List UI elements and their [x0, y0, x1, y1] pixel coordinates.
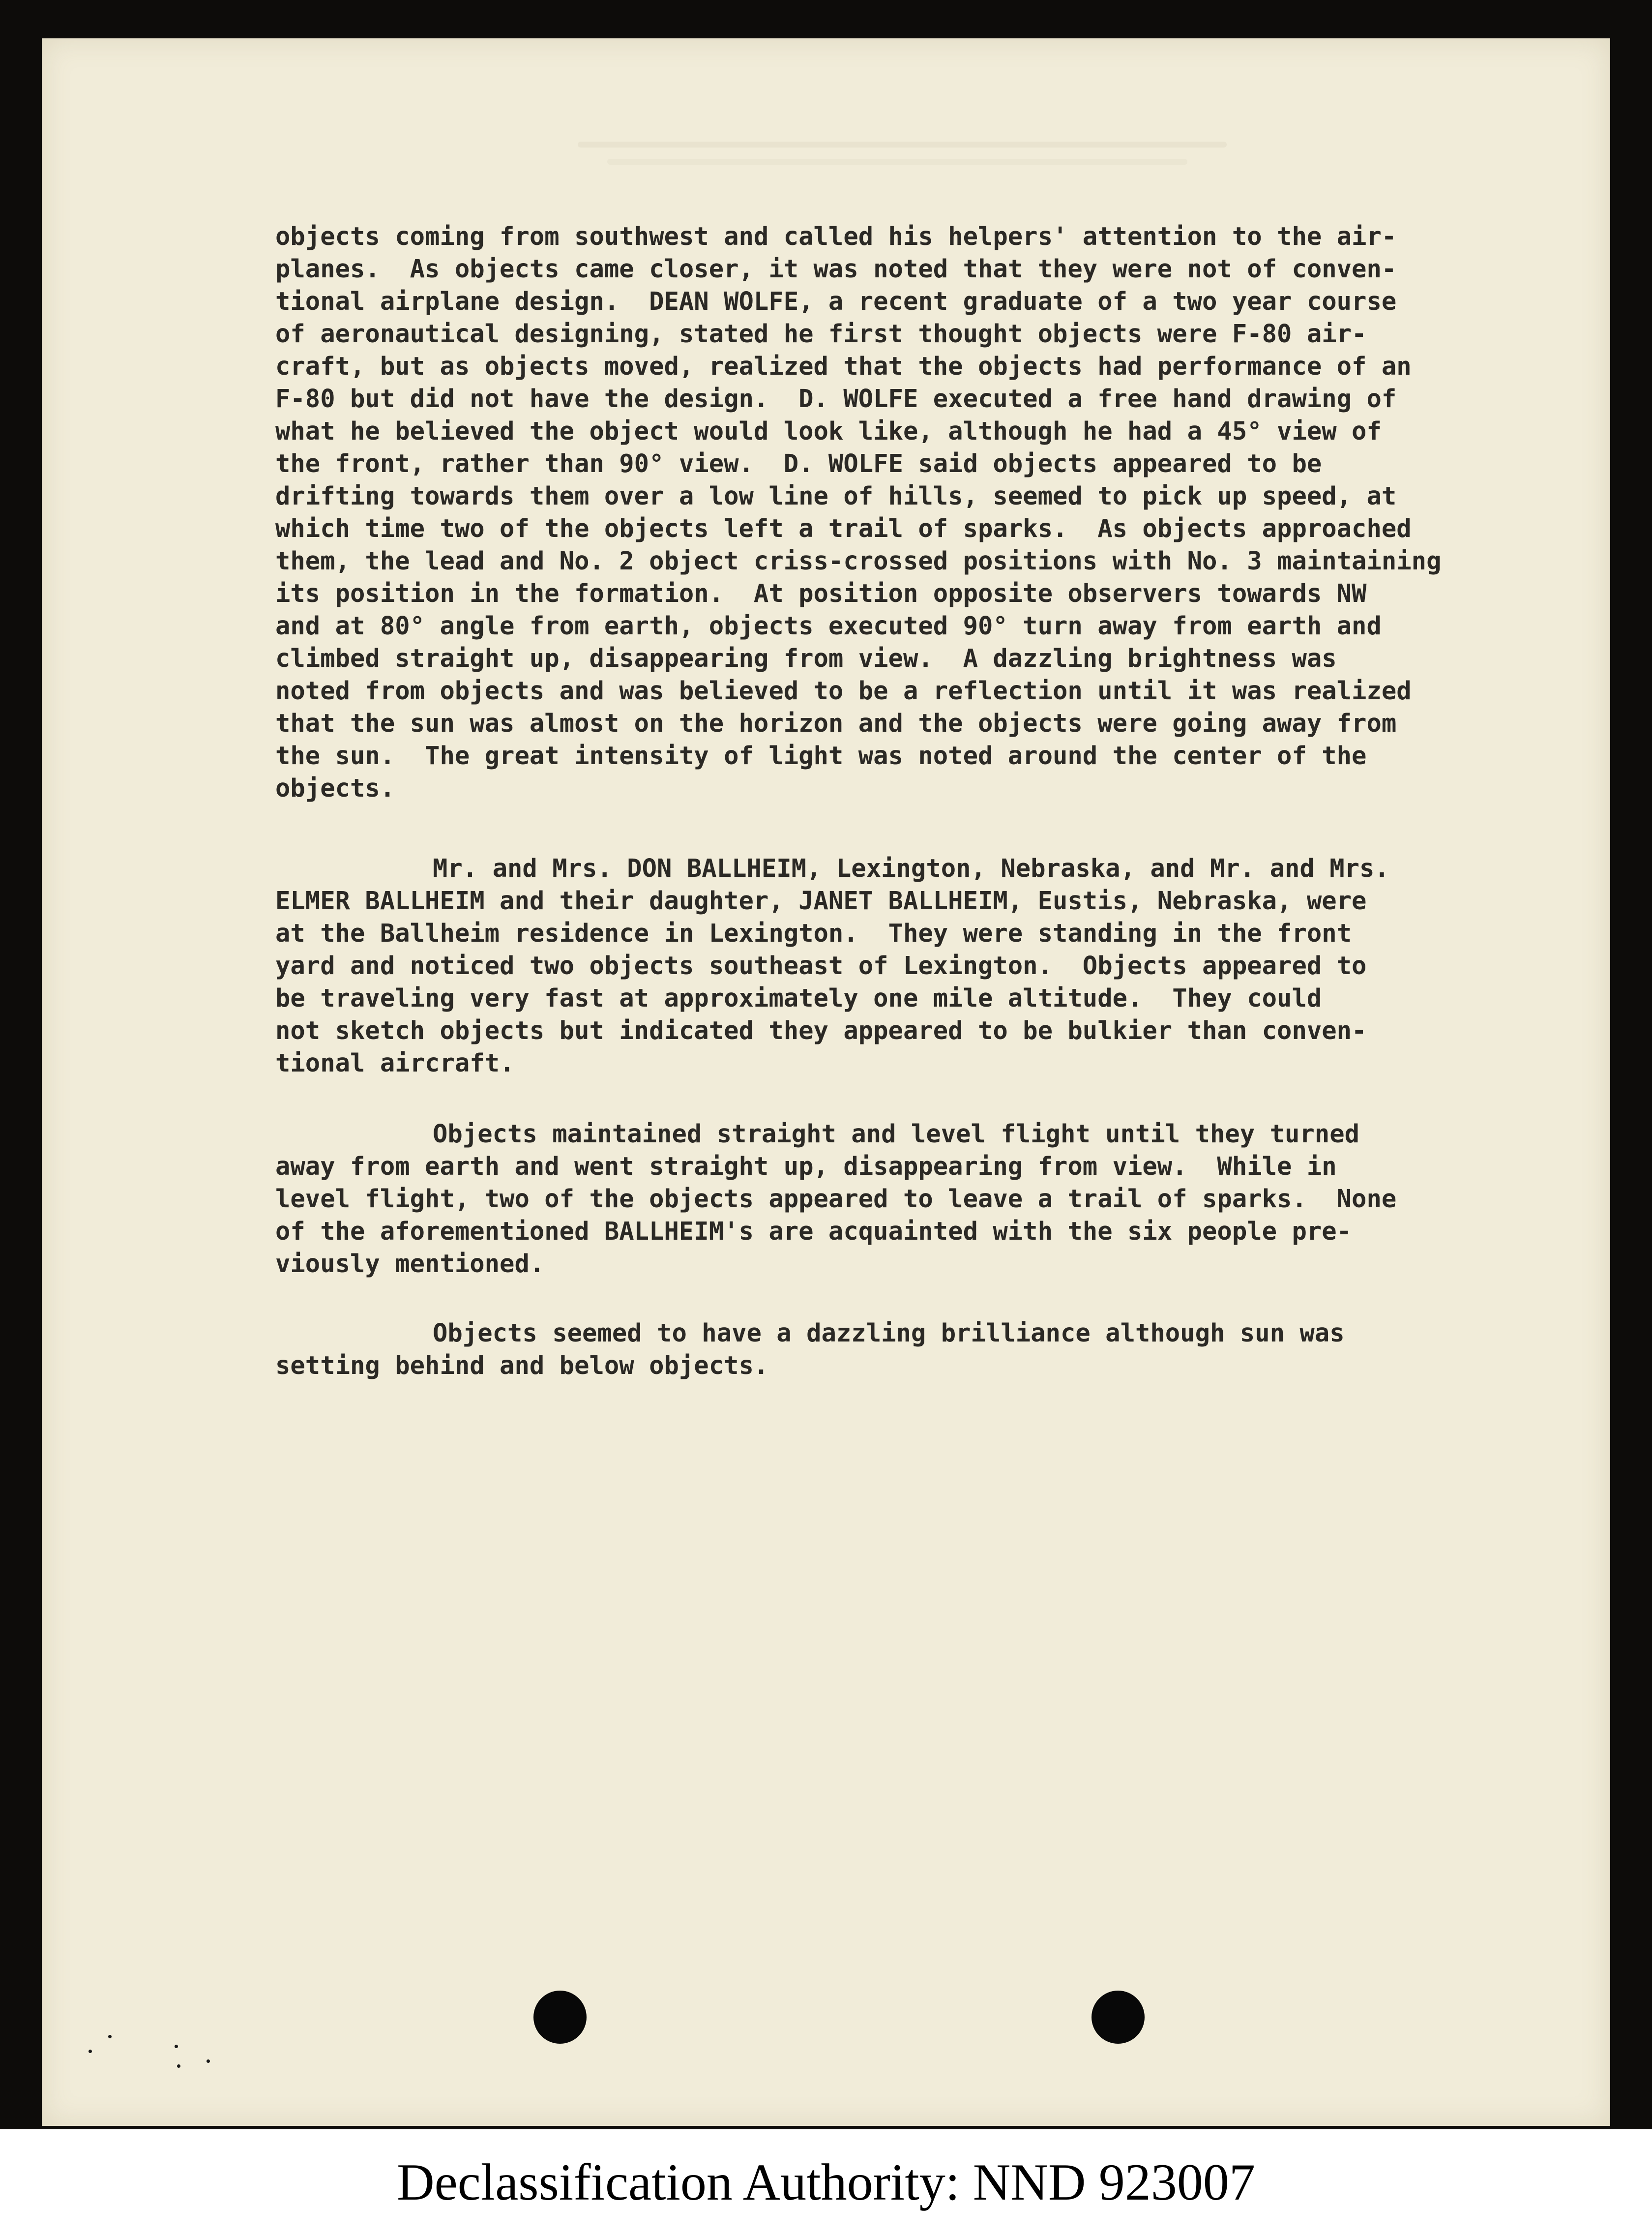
punch-hole-right	[1092, 1991, 1145, 2044]
text-line: Mr. and Mrs. DON BALLHEIM, Lexington, Nebraska, and Mr. and Mrs.	[433, 854, 1389, 883]
text-line: yard and noticed two objects southeast of Lexington. Objects appeared to	[275, 951, 1367, 980]
text-line: that the sun was almost on the horizon and the objects were going away from	[275, 709, 1397, 738]
punch-hole-left	[533, 1991, 587, 2044]
paper-speck	[177, 2064, 180, 2068]
paper-speck	[206, 2059, 210, 2063]
text-line: drifting towards them over a low line of hills, seemed to pick up speed, at	[275, 481, 1397, 510]
paragraph-wolfe-observation	[275, 220, 1441, 805]
text-line: at the Ballheim residence in Lexington. They were standing in the front	[275, 919, 1352, 948]
text-line: of the aforementioned BALLHEIM's are acquainted with the six people pre-	[275, 1217, 1352, 1246]
faint-bleed-through-header	[578, 142, 1227, 148]
text-line: its position in the formation. At position opposite observers towards NW	[275, 579, 1367, 608]
faint-bleed-through-header	[607, 159, 1187, 165]
text-line: level flight, two of the objects appeared to leave a trail of sparks. None	[275, 1184, 1397, 1213]
text-line: which time two of the objects left a trail of sparks. As objects approached	[275, 514, 1412, 543]
text-line: objects coming from southwest and called his helpers' attention to the air-	[275, 222, 1397, 251]
typewritten-page	[42, 38, 1610, 2126]
paper-speck	[88, 2050, 92, 2053]
text-line: ELMER BALLHEIM and their daughter, JANET BALLHEIM, Eustis, Nebraska, were	[275, 886, 1367, 915]
text-line: viously mentioned.	[275, 1249, 545, 1278]
text-line: them, the lead and No. 2 object criss-crossed positions with No. 3 maintaining	[275, 546, 1442, 575]
paragraph-dazzling-brilliance	[275, 1317, 1345, 1382]
text-line: tional aircraft.	[275, 1048, 515, 1077]
text-line: planes. As objects came closer, it was noted that they were not of conven-	[275, 254, 1397, 283]
text-line: not sketch objects but indicated they appeared to be bulkier than conven-	[275, 1016, 1367, 1045]
text-line: of aeronautical designing, stated he first thought objects were F-80 air-	[275, 319, 1367, 348]
text-line: and at 80° angle from earth, objects executed 90° turn away from earth and	[275, 611, 1382, 640]
text-line: craft, but as objects moved, realized that the objects had performance of an	[275, 352, 1412, 381]
declassification-caption: Declassification Authority: NND 923007	[397, 2153, 1255, 2211]
paragraph-level-flight	[275, 1118, 1396, 1280]
text-line: what he believed the object would look like, although he had a 45° view of	[275, 417, 1382, 446]
text-line: F-80 but did not have the design. D. WOLFE executed a free hand drawing of	[275, 384, 1397, 413]
text-line: setting behind and below objects.	[275, 1351, 769, 1380]
text-line: Objects maintained straight and level flight until they turned	[433, 1119, 1360, 1148]
text-line: Objects seemed to have a dazzling brilliance although sun was	[433, 1318, 1345, 1347]
text-line: tional airplane design. DEAN WOLFE, a recent graduate of a two year course	[275, 287, 1397, 316]
text-line: the sun. The great intensity of light was noted around the center of the	[275, 741, 1367, 770]
text-line: be traveling very fast at approximately one mile altitude. They could	[275, 983, 1322, 1013]
paper-speck	[108, 2035, 112, 2038]
text-line: objects.	[275, 774, 395, 803]
text-line: climbed straight up, disappearing from view. A dazzling brightness was	[275, 644, 1337, 673]
paper-speck	[175, 2045, 178, 2048]
text-line: away from earth and went straight up, disappearing from view. While in	[275, 1152, 1337, 1181]
text-line: noted from objects and was believed to be a reflection until it was realized	[275, 676, 1412, 705]
paragraph-ballheim-observation	[275, 852, 1389, 1079]
text-line: the front, rather than 90° view. D. WOLFE said objects appeared to be	[275, 449, 1322, 478]
